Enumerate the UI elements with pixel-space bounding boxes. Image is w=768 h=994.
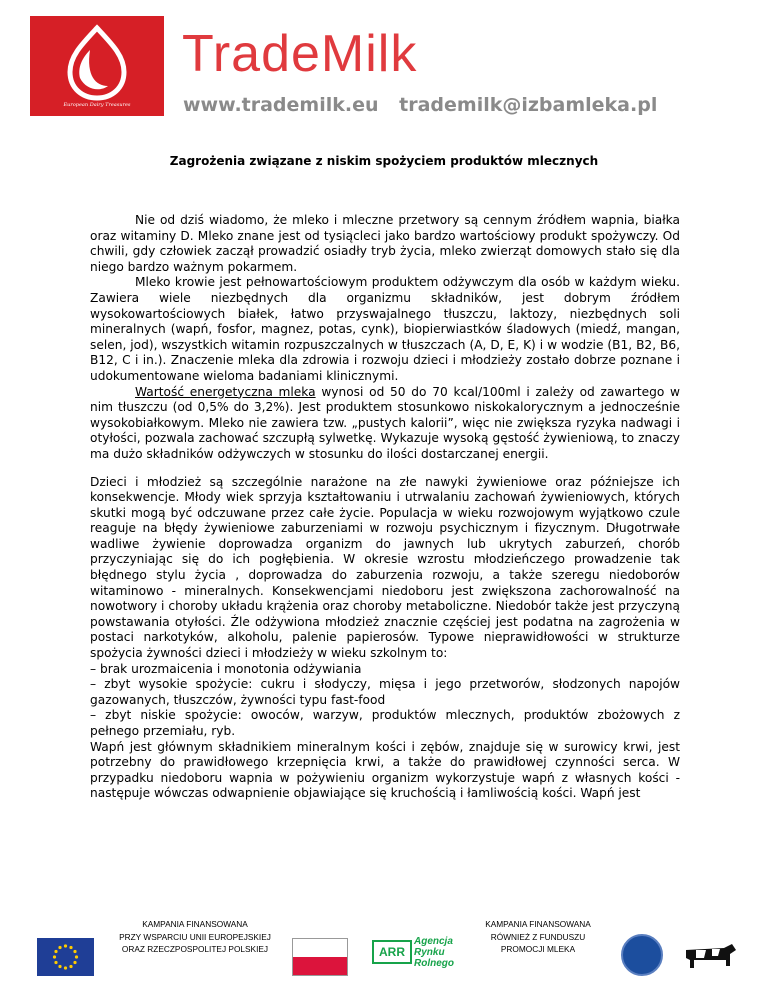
campaign-fund-line-2: RÓWNIEŻ Z FUNDUSZU — [490, 931, 586, 942]
campaign-text-fund — [466, 918, 610, 956]
paragraph-3 — [90, 385, 680, 463]
paragraph-1: Nie od dziś wiadomo, że mleko i mleczne przetwory są cennym źródłem wapnia, białka oraz witaminy D. Mleko znane jest od tysiącleci jako bardzo wartościowy produkt spożywczy. Od chwili, gdy człowiek zaczął prowadzić osiadły tryb życia, mleko zwierząt domowych stało się dla niego bardzo ważnym pokarmem. — [90, 213, 680, 274]
paragraph-3-rest: wynosi od 50 do 70 kcal/100ml i zależy od zawartego w nim tłuszczu (od 0,5% do 3,2%). Jest produktem stosunkowo niskokalorycznym a jednocześnie wysokobiałkowym. Mleko nie zawiera tzw. „pustych kalorii”, więc nie zwiększa ryzyka nadwagi i otyłości, pozwala zachować szczupłą sylwetkę. Wykazuje wysoką gęstość żywieniową, to znaczy ma dużo składników odżywczych w stosunku do ilości dostarczanej energii. — [90, 384, 680, 461]
brand-contact — [183, 94, 671, 116]
footer — [0, 908, 768, 994]
eu-flag-icon — [37, 938, 94, 976]
arr-line-1: Agencja — [414, 936, 453, 947]
arr-name — [414, 936, 454, 969]
paragraph-4: Dzieci i młodzież są szczególnie narażone na złe nawyki żywieniowe oraz późniejsze ich konsekwencje. Młody wiek sprzyja kształtowaniu i utrwalaniu zachowań żywieniowych, których skutki mogą być odczuwane przez całe życie. Populacja w wieku rozwojowym wyjątkowo czule reaguje na błędy żywieniowe zaburzeniami w rozwoju psychicznym i fizycznym. Długotrwałe wadliwe żywienie doprowadza organizm do jawnych lub ukrytych zaburzeń, chorób przyczyniając się do ich pogłębienia. W okresie wzrostu młodzieńczego prowadzenie tak błędnego stylu życia , doprowadza do zaburzenia rozwoju, a także szeregu niedoborów witaminowo - mineralnych. Konsekwencjami niedoboru jest zwiększona zachorowalność na nowotwory i choroby układu krążenia oraz choroby metaboliczne. Niedobór także jest przyczyną powstawania otyłości. Źle odżywiona młodzież znacznie częściej jest podatna na zagrożenia w postaci narkotyków, alkoholu, palenie papierosów. Typowe nieprawidłowości w strukturze spożycia żywności dzieci i młodzieży w wieku szkolnym to: — [90, 474, 680, 661]
document-title: Zagrożenia związane z niskim spożyciem produktów mlecznych — [169, 154, 599, 168]
logo-caption: European Dairy Treasures — [63, 102, 131, 108]
arr-abbr: ARR — [372, 940, 412, 964]
document-body — [90, 213, 680, 802]
brand-title: TradeMilk — [182, 25, 418, 83]
list-item-1: – brak urozmaicenia i monotonia odżywiania — [90, 661, 362, 676]
trademilk-logo — [30, 16, 164, 116]
energy-value-underlined: Wartość energetyczna mleka — [135, 384, 316, 399]
campaign-fund-line-1: KAMPANIA FINANSOWANA — [485, 919, 591, 929]
arr-line-3: Rolnego — [414, 958, 454, 969]
campaign-fund-line-3: PROMOCJI MLEKA — [500, 944, 576, 954]
website-link[interactable]: www.trademilk.eu — [183, 94, 379, 116]
list-item-3: – zbyt niskie spożycie: owoców, warzyw, produktów mlecznych, produktów zbożowych z pełnego przemiału, ryb. — [90, 708, 680, 738]
section-2 — [90, 475, 680, 802]
paragraph-2: Mleko krowie jest pełnowartościowym produktem odżywczym dla osób w każdym wieku. Zawiera wiele niezbędnych dla organizmu składników, jest dobrym źródłem wysokowartościowych białek, łatwo przyswajalnego tłuszczu, laktozy, niezbędnych soli mineralnych (wapń, fosfor, magnez, potas, cynk), biopierwiastków śladowych (miedź, mangan, selen, jod), wszystkich witamin rozpuszczalnych w tłuszczach (A, D, E, K) i w wodzie (B1, B2, B6, B12, C i in.). Znaczenie mleka dla zdrowia i rozwoju dzieci i młodzieży zostało dobrze poznane i udokumentowane wieloma badaniami klinicznymi. — [90, 275, 680, 383]
milk-fund-badge-icon — [621, 934, 663, 976]
paragraph-5: Wapń jest głównym składnikiem mineralnym kości i zębów, znajduje się w surowicy krwi, jest potrzebny do prawidłowego krzepnięcia krwi, a także do prawidłowej czynności serca. W przypadku niedoboru wapnia w pożywieniu organizm wykorzystuje wapń z własnych kości - następuje wówczas odwapnienie objawiające się kruchością i łamliwością kości. Wapń jest — [90, 739, 680, 801]
campaign-eu-line-1: KAMPANIA FINANSOWANA — [142, 919, 248, 929]
cow-icon — [678, 936, 740, 976]
poland-flag-icon — [292, 938, 348, 976]
campaign-eu-line-2: PRZY WSPARCIU UNII EUROPEJSKIEJ — [119, 931, 271, 942]
campaign-eu-line-3: ORAZ RZECZPOSPOLITEJ POLSKIEJ — [121, 944, 269, 954]
list-item-2: – zbyt wysokie spożycie: cukru i słodyczy, mięsa i jego przetworów, słodzonych napojów gazowanych, tłuszczów, żywności typu fast-food — [90, 677, 680, 707]
arr-logo — [370, 930, 460, 978]
milk-drop-icon — [30, 16, 164, 116]
arr-line-2: Rynku — [414, 947, 445, 958]
campaign-text-eu — [106, 918, 284, 956]
email-link[interactable]: trademilk@izbamleka.pl — [399, 94, 658, 116]
